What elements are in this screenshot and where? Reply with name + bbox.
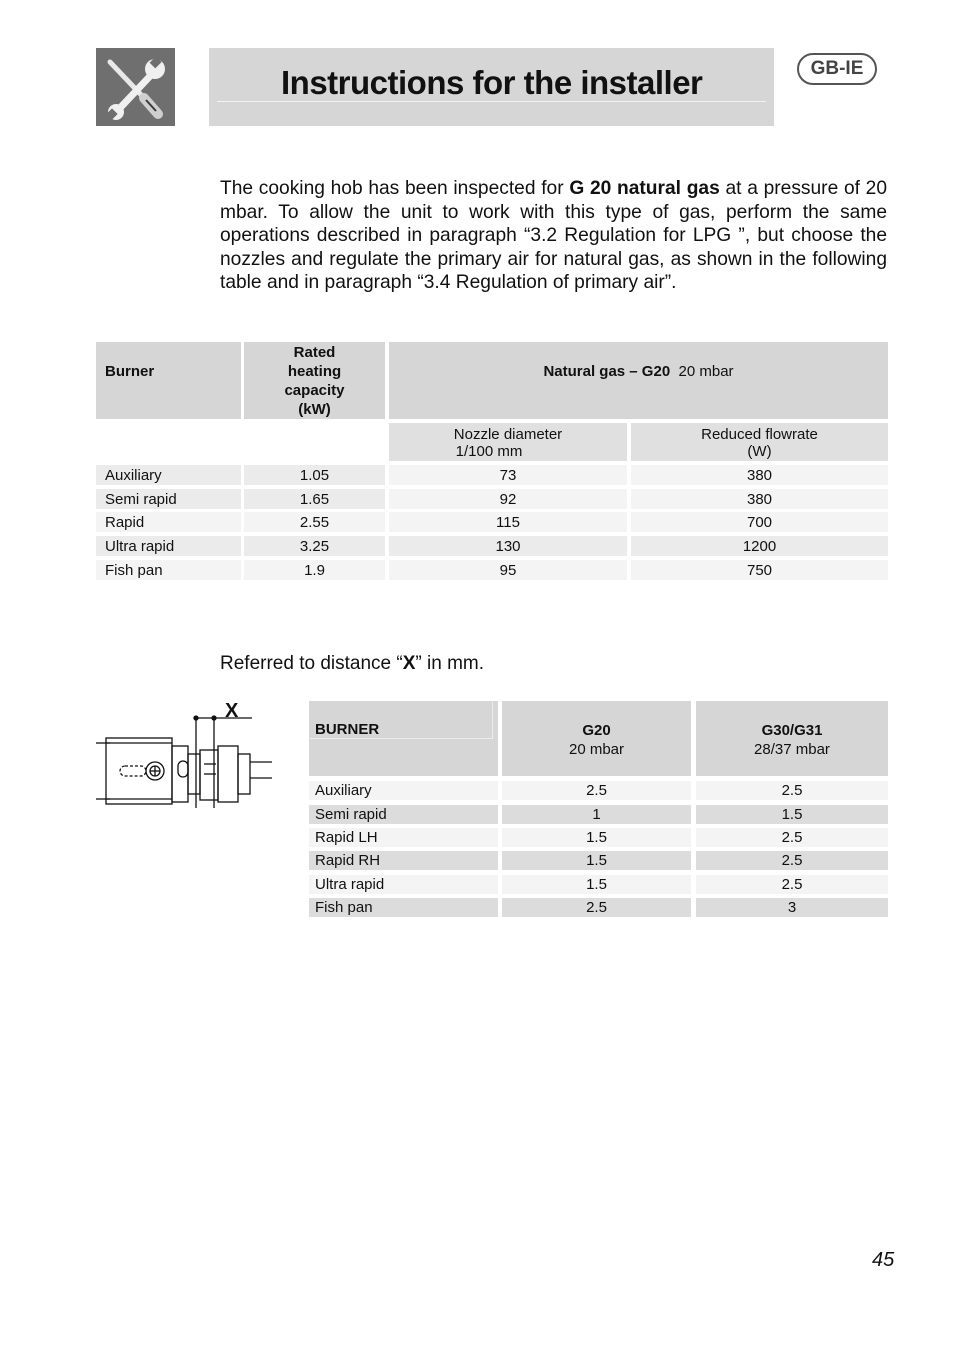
flow-value: 1200 (631, 536, 888, 556)
header-capacity (244, 342, 385, 419)
table-row (309, 805, 498, 824)
table-row (309, 851, 498, 870)
nozzle-value: 95 (389, 560, 627, 580)
capacity-value: 1.65 (244, 489, 385, 509)
subheader-nozzle-line-2: 1/100 mm (455, 443, 523, 460)
header-capacity-line-3: capacity (284, 382, 345, 399)
header-capacity-line-2: heating (287, 363, 342, 380)
header-natural-gas (389, 342, 888, 419)
nozzle-value: 73 (389, 465, 627, 485)
distance-x-bold: X (402, 653, 416, 674)
intro-text-after: at a pressure of 20 mbar. To allow the unit to work with this type of gas, perform the same operations described in paragraph “3.2 Regulation for LPG ”, but choose the nozzles and regulate the primary air for natural gas, as shown in the following table and in paragraph “3.4 Regulation of primary air”. (220, 178, 888, 294)
table-row (309, 781, 498, 800)
nozzle-value: 92 (389, 489, 627, 509)
g20-value: 2.5 (502, 898, 691, 917)
g20-value: 1.5 (502, 828, 691, 847)
g30-value: 2.5 (696, 781, 888, 800)
subheader-nozzle-line-1: Nozzle diameter (453, 426, 563, 443)
wrench-screwdriver-icon (96, 48, 175, 126)
intro-gas-bold: G 20 natural gas (569, 178, 720, 199)
subheader-flowrate (631, 423, 888, 461)
nozzle-distance-diagram (92, 696, 292, 816)
capacity-value: 2.55 (244, 512, 385, 532)
table-row (309, 898, 498, 917)
header-g30 (696, 701, 888, 776)
distance-text-after: ” in mm. (415, 653, 484, 674)
burner-name: Rapid (105, 514, 145, 531)
burner-name: Auxiliary (315, 782, 372, 799)
nozzle-value: 115 (389, 512, 627, 532)
header-g30-pressure: 28/37 mbar (754, 741, 830, 758)
g30-value: 1.5 (696, 805, 888, 824)
g20-value: 1.5 (502, 851, 691, 870)
burner-name: Fish pan (315, 899, 373, 916)
flow-value: 700 (631, 512, 888, 532)
header-capacity-line-4: (kW) (298, 401, 331, 418)
capacity-value: 1.05 (244, 465, 385, 485)
g30-value: 2.5 (696, 851, 888, 870)
g30-value: 2.5 (696, 828, 888, 847)
flow-value: 380 (631, 489, 888, 509)
header-burner-cell (309, 701, 498, 776)
burner-name: Ultra rapid (105, 538, 175, 555)
header-capacity-line-1: Rated (293, 344, 336, 361)
capacity-value: 3.25 (244, 536, 385, 556)
header-g20-label: G20 (582, 722, 611, 739)
table-row (96, 536, 241, 556)
burner-name: Fish pan (105, 562, 163, 579)
burner-name: Rapid RH (315, 852, 381, 869)
table-row (96, 512, 241, 532)
diagram-x-label: X (225, 700, 239, 722)
flow-value: 380 (631, 465, 888, 485)
header-gas-pressure: 20 mbar (678, 363, 734, 380)
table-row (96, 560, 241, 580)
header-g20 (502, 701, 691, 776)
g20-value: 1.5 (502, 875, 691, 894)
header-banner (209, 48, 774, 126)
subheader-flowrate-line-2: (W) (747, 443, 772, 460)
header-gas-name: Natural gas – G20 (543, 363, 671, 380)
page-number: 45 (872, 1249, 895, 1271)
burner-name: Rapid LH (315, 829, 378, 846)
intro-paragraph (220, 177, 887, 295)
burner-name: Auxiliary (105, 467, 162, 484)
g20-value: 1 (502, 805, 691, 824)
subheader-nozzle (389, 423, 627, 461)
burner-name: Semi rapid (105, 491, 177, 508)
burner-name: Semi rapid (315, 806, 387, 823)
header-g30-label: G30/G31 (761, 722, 823, 739)
page-title: Instructions for the installer (281, 64, 703, 101)
intro-text-before: The cooking hob has been inspected for (220, 178, 570, 199)
header-g20-pressure: 20 mbar (568, 741, 625, 758)
header-burner: Burner (105, 363, 155, 380)
subheader-flowrate-line-1: Reduced flowrate (701, 426, 818, 443)
g30-value: 2.5 (696, 875, 888, 894)
table-row (309, 828, 498, 847)
capacity-value: 1.9 (244, 560, 385, 580)
region-badge: GB-IE (797, 53, 877, 85)
table-row (309, 875, 498, 894)
flow-value: 750 (631, 560, 888, 580)
burner-name: Ultra rapid (315, 876, 385, 893)
header-burner-cell (96, 342, 241, 419)
title-underline (217, 101, 766, 102)
g20-value: 2.5 (502, 781, 691, 800)
distance-caption (220, 653, 484, 675)
nozzle-value: 130 (389, 536, 627, 556)
distance-text-before: Referred to distance “ (220, 653, 403, 674)
header-burner: BURNER (315, 721, 380, 738)
table-row (96, 465, 241, 485)
table-row (96, 489, 241, 509)
g30-value: 3 (696, 898, 888, 917)
